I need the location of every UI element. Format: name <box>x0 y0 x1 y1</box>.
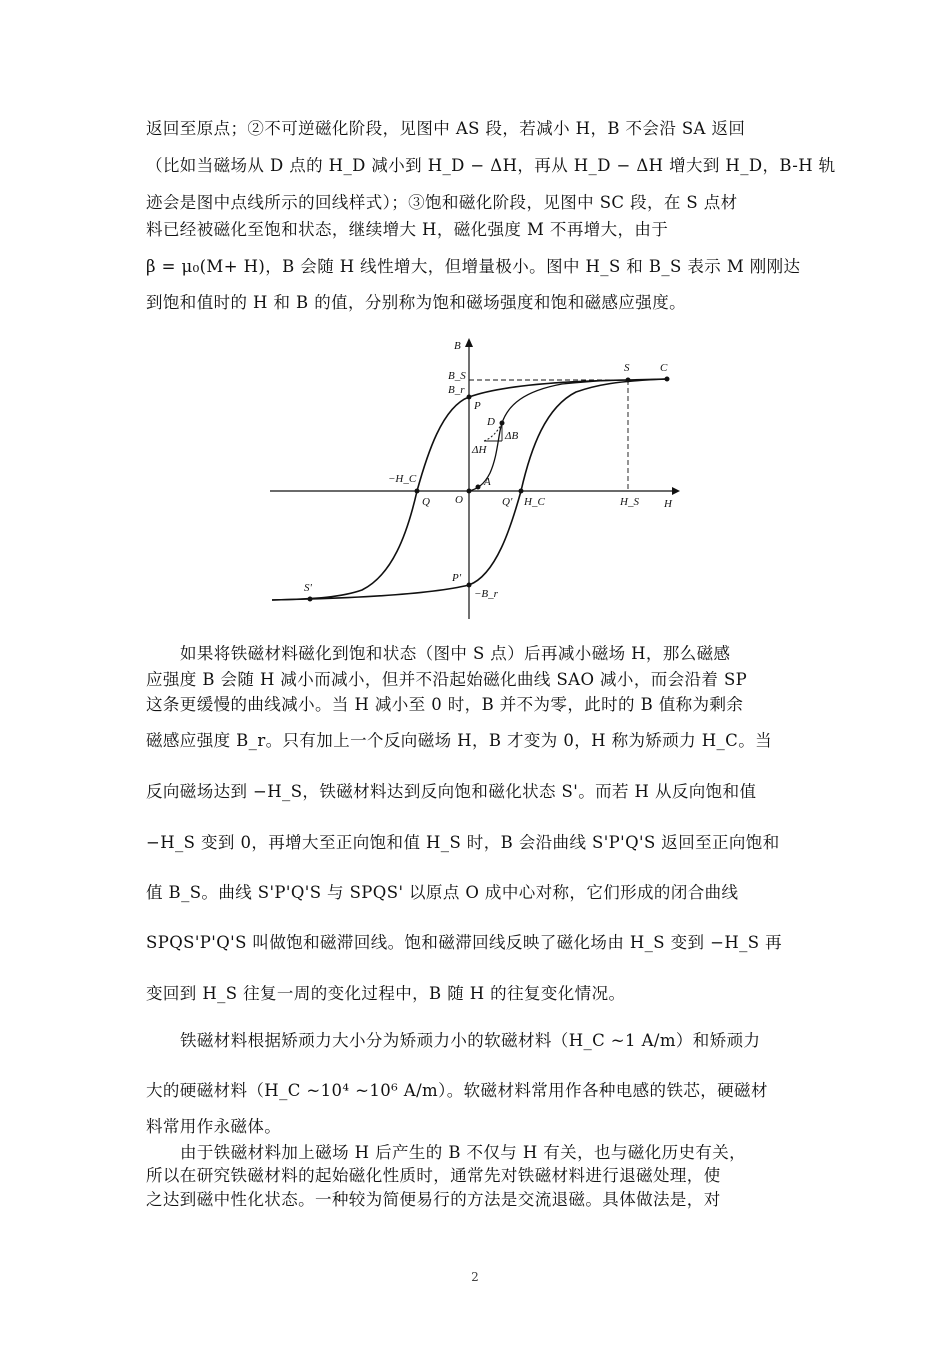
point-d <box>500 421 505 426</box>
text-line: 返回至原点；②不可逆磁化阶段，见图中 AS 段，若减小 H，B 不会沿 SA 返回 <box>146 119 746 138</box>
text-line: 由于铁磁材料加上磁场 H 后产生的 B 不仅与 H 有关，也与磁化历史有关， <box>180 1143 747 1162</box>
label-c: C <box>660 362 668 374</box>
point-c <box>665 377 670 382</box>
h-axis-arrow <box>672 487 680 495</box>
point-s-prime <box>308 597 313 602</box>
text-line: 到饱和值时的 H 和 B 的值，分别称为饱和磁场强度和饱和磁感应强度。 <box>146 293 686 312</box>
initial-magnetization-curve <box>469 380 628 491</box>
point-q <box>415 489 420 494</box>
text-line: 值 B_S。曲线 S'P'Q'S 与 SPQS' 以原点 O 成中心对称，它们形成的闭合曲线 <box>146 883 739 902</box>
text-line: 迹会是图中点线所示的回线样式）；③饱和磁化阶段，见图中 SC 段，在 S 点材 <box>146 193 738 212</box>
text-line: 变回到 H_S 往复一周的变化过程中，B 随 H 的往复变化情况。 <box>146 984 626 1003</box>
text-line: 之达到磁中性化状态。一种较为简便易行的方法是交流退磁。具体做法是，对 <box>146 1190 721 1209</box>
label-bs: B_S <box>448 370 466 382</box>
label-p-prime: P' <box>452 572 462 584</box>
b-axis-arrow <box>465 338 473 347</box>
label-o: O <box>455 494 463 506</box>
text-line: 铁磁材料根据矫顽力大小分为矫顽力小的软磁材料（H_C ~1 A/m）和矫顽力 <box>180 1031 761 1050</box>
label-p: P <box>474 400 481 412</box>
text-line: 所以在研究铁磁材料的起始磁化性质时，通常先对铁磁材料进行退磁处理，使 <box>146 1166 721 1185</box>
label-s-prime: S' <box>304 582 312 594</box>
point-p-prime <box>467 583 472 588</box>
label-hs: H_S <box>620 496 639 508</box>
page-number: 2 <box>471 1270 479 1284</box>
text-line: 应强度 B 会随 H 减小而减小，但并不沿起始磁化曲线 SAO 减小，而会沿着 SP <box>146 670 748 689</box>
point-s <box>626 378 631 383</box>
text-line: 磁感应强度 B_r。只有加上一个反向磁场 H，B 才变为 0，H 称为矫顽力 H_C。当 <box>146 731 772 750</box>
text-line: 这条更缓慢的曲线减小。当 H 减小至 0 时，B 并不为零，此时的 B 值称为剩余 <box>146 695 744 714</box>
label-hc: H_C <box>524 496 545 508</box>
label-delta-h: ΔH <box>472 444 487 456</box>
text-line: 料已经被磁化至饱和状态，继续增大 H，磁化强度 M 不再增大，由于 <box>146 220 669 239</box>
label-delta-b: ΔB <box>505 430 519 442</box>
label-d: D <box>487 416 495 428</box>
label-neg-hc: −H_C <box>388 473 417 485</box>
point-a <box>476 485 481 490</box>
label-q: Q <box>422 496 430 508</box>
text-line: 料常用作永磁体。 <box>146 1117 282 1136</box>
label-b-axis: B <box>454 340 461 352</box>
label-br: B_r <box>448 384 465 396</box>
text-line: （比如当磁场从 D 点的 H_D 减小到 H_D − ΔH，再从 H_D − ΔH 增大到 H_D，B-H 轨 <box>146 156 836 175</box>
label-h-axis: H <box>664 498 672 510</box>
label-a: A <box>484 476 491 488</box>
point-p <box>467 395 472 400</box>
text-line: 大的硬磁材料（H_C ~10⁴ ~10⁶ A/m）。软磁材料常用作各种电感的铁芯，硬磁材 <box>146 1081 768 1100</box>
label-q-prime: Q' <box>502 496 513 508</box>
point-q-prime <box>519 489 524 494</box>
label-s: S <box>624 362 630 374</box>
label-neg-br: −B_r <box>474 588 498 600</box>
point-o <box>467 489 472 494</box>
text-line: −H_S 变到 0，再增大至正向饱和值 H_S 时，B 会沿曲线 S'P'Q'S 返回至正向饱和 <box>146 833 780 852</box>
text-line: 如果将铁磁材料磁化到饱和状态（图中 S 点）后再减小磁场 H，那么磁感 <box>180 644 731 663</box>
hysteresis-loop-figure <box>262 335 692 625</box>
text-line: SPQS'P'Q'S 叫做饱和磁滞回线。饱和磁滞回线反映了磁化场由 H_S 变到 −H_S 再 <box>146 933 783 952</box>
text-line: 反向磁场达到 −H_S，铁磁材料达到反向饱和磁化状态 S'。而若 H 从反向饱和值 <box>146 782 757 801</box>
text-line: β = μ₀(M+ H)，B 会随 H 线性增大，但增量极小。图中 H_S 和 B_S 表示 M 刚刚达 <box>146 257 801 276</box>
